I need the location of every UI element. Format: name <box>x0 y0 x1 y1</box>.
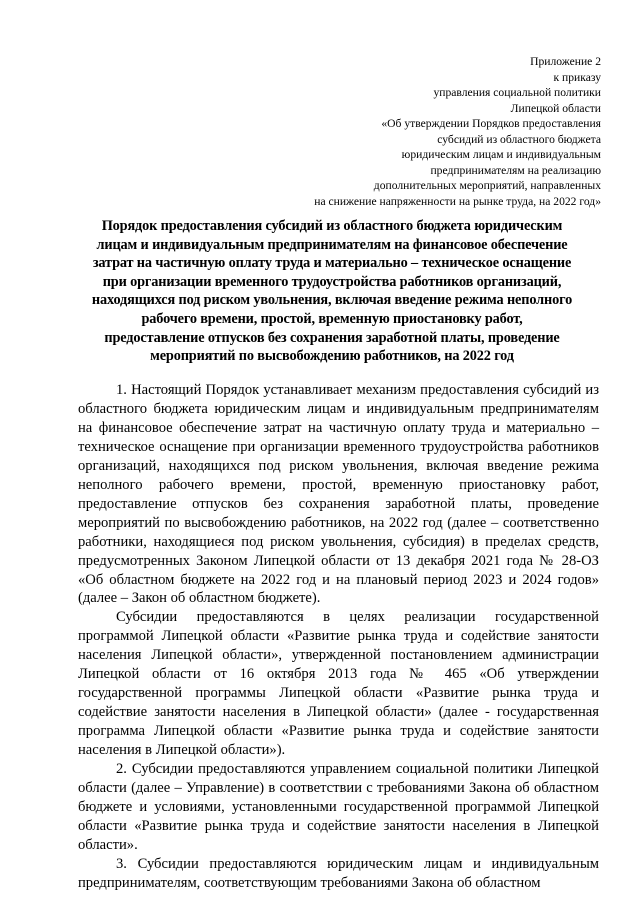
title-line: предоставление отпусков без сохранения заработной платы, проведение <box>104 329 560 346</box>
appendix-line: «Об утверждении Порядков предоставления <box>381 117 601 130</box>
appendix-line: дополнительных мероприятий, направленных <box>373 179 601 192</box>
body-paragraph-3: 2. Субсидии предоставляются управлением социальной политики Липецкой области (далее – Управление) в соответствии с требованиями Закона об областном бюджете и условиями, установленными государственной программой Липецкой области «Развитие рынка труда и содействие занятости населения в Липецкой области». <box>78 761 599 853</box>
title-line: рабочего времени, простой, временную приостановку работ, <box>141 310 523 327</box>
appendix-line: предпринимателям на реализацию <box>430 163 601 177</box>
body-paragraph-1: 1. Настоящий Порядок устанавливает механизм предоставления субсидий из областного бюджета юридическим лицам и индивидуальным предпринимателям на финансовое обеспечение затрат на частичную оплату труда и материально – техническое оснащение при организации временного трудоустройства работников организаций, находящихся под риском увольнения, включая введение режима неполного рабочего времени, простой, временную приостановку работ, предоставление отпусков без сохранения заработной платы, проведение мероприятий по высвобождению работников, на 2022 год (далее – соответственно работники, находящиеся под риском увольнения, субсидия) в пределах средств, предусмотренных Законом Липецкой области от 13 декабря 2021 года № 28-ОЗ «Об областном бюджете на 2022 год и на плановый период 2023 и 2024 годов» (далее – Закон об областном бюджете). <box>78 382 599 607</box>
appendix-line: субсидий из областного бюджета <box>437 132 601 146</box>
document-body <box>78 381 599 893</box>
title-line: находящихся под риском увольнения, включая введение режима неполного <box>91 292 573 309</box>
body-paragraph-4: 3. Субсидии предоставляются юридическим лицам и индивидуальным предпринимателям, соответствующим требованиями Закона об областном <box>78 855 599 891</box>
appendix-line: юридическим лицам и индивидуальным <box>401 148 601 161</box>
appendix-line: Липецкой области <box>510 101 601 115</box>
title-line: лицам и индивидуальным предпринимателям на финансовое обеспечение <box>96 236 568 253</box>
appendix-line: на снижение напряженности на рынке труда, на 2022 год» <box>314 194 601 208</box>
appendix-line: Приложение 2 <box>530 55 601 68</box>
appendix-header <box>241 54 601 209</box>
appendix-line: управления социальной политики <box>433 86 601 99</box>
document-title <box>58 217 606 366</box>
appendix-line: к приказу <box>553 70 601 84</box>
title-line: мероприятий по высвобождению работников, на 2022 год <box>150 348 514 365</box>
body-paragraph-2: Субсидии предоставляются в целях реализации государственной программой Липецкой области «Развитие рынка труда и содействие занятости населения Липецкой области», утвержденной постановлением администрации Липецкой области от 16 октября 2013 года № 465 «Об утверждении государственной программы Липецкой области «Развитие рынка труда и содействие занятости населения в Липецкой области» (далее - государственная программа Липецкой области «Развитие рынка труда и содействие занятости населения в Липецкой области»). <box>78 609 599 759</box>
title-line: при организации временного трудоустройства работников организаций, <box>102 273 562 290</box>
title-line: затрат на частичную оплату труда и материально – техническое оснащение <box>92 255 572 272</box>
title-line: Порядок предоставления субсидий из областного бюджета юридическим <box>101 218 563 234</box>
